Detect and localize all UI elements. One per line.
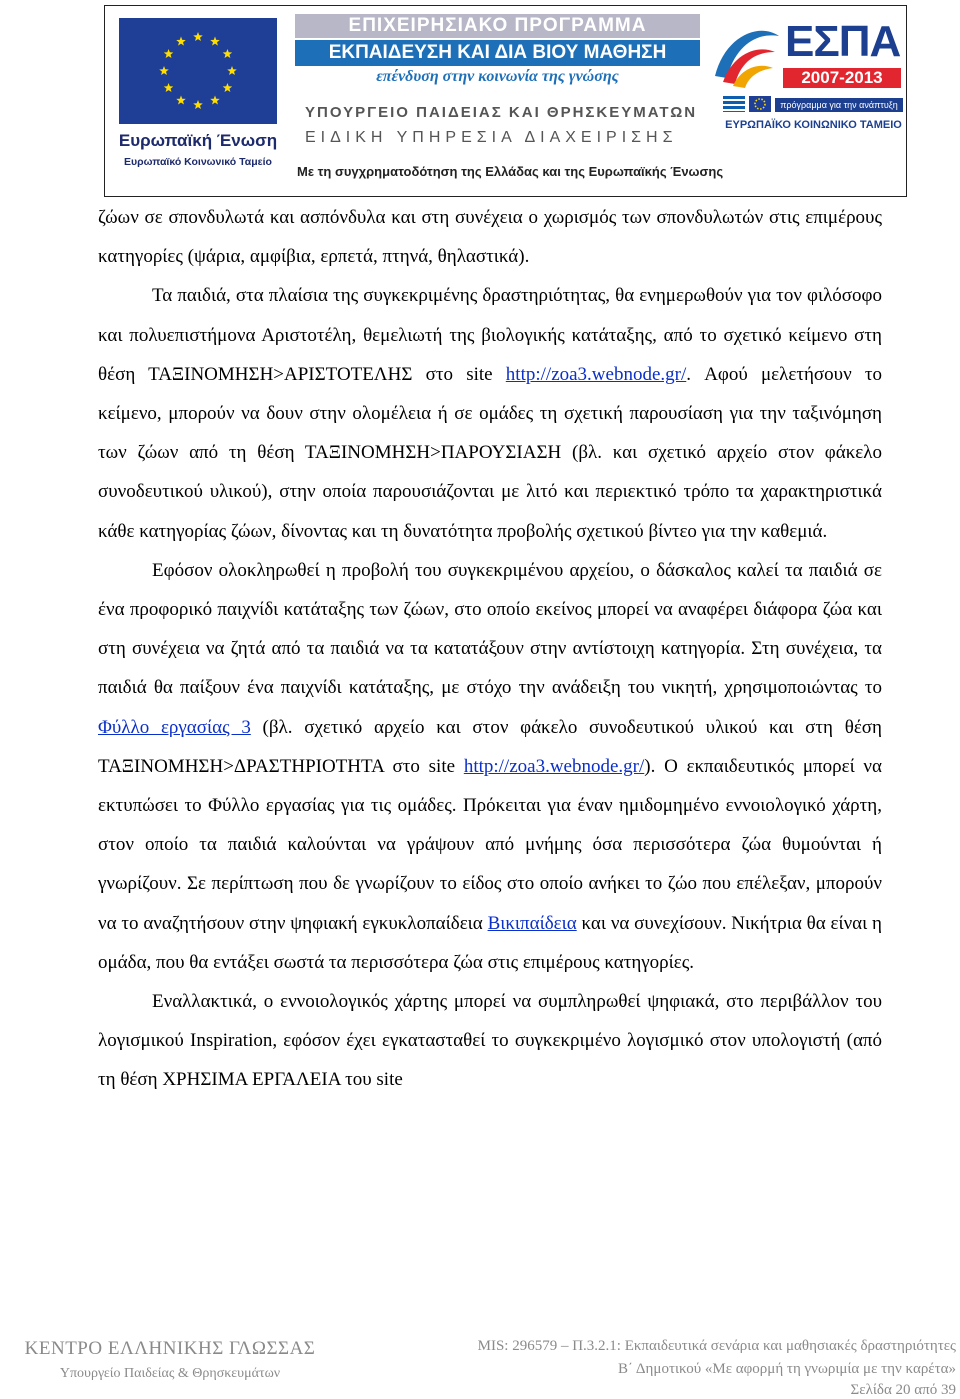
programme-line2: ΕΚΠΑΙΔΕΥΣΗ ΚΑΙ ΔΙΑ ΒΙΟΥ ΜΑΘΗΣΗ — [295, 40, 700, 66]
paragraph-2-text-a: Τα παιδιά, στα πλαίσια της συγκεκριμένης δραστηριότητας, θα ενημερωθούν για τον φιλόσοφο και πολυεπιστήμονα Αριστοτέλη, θεμελιωτή της βιολογικής κατάταξης, από το σχετικό κείμενο στη θέση ΤΑΞΙΝΟΜΗΣΗ>ΑΡΙΣΤΟΤΕΛΗΣ στο site — [98, 285, 882, 385]
eu-star — [227, 66, 237, 75]
eu-star — [164, 83, 174, 92]
eu-logo-block — [105, 6, 291, 196]
eu-star — [223, 83, 233, 92]
managing-authority: ΕΙΔΙΚΗ ΥΠΗΡΕΣΙΑ ΔΙΑΧΕΙΡΙΣΗΣ — [305, 129, 678, 146]
header-banner — [104, 5, 907, 197]
footer-grade: Β΄ Δημοτικού «Με αφορμή τη γνωριμία με την καρέτα» — [617, 1361, 956, 1377]
paragraph-3 — [98, 551, 882, 982]
eu-stars-icon — [119, 18, 277, 124]
footer-mis: MIS: 296579 – Π.3.2.1: Εκπαιδευτικά σενάρια και μαθησιακές δραστηριότητες — [477, 1338, 956, 1354]
eu-subtitle: Ευρωπαϊκό Κοινωνικό Ταμείο — [124, 156, 272, 168]
ministry-name: ΥΠΟΥΡΓΕΙΟ ΠΑΙΔΕΙΑΣ ΚΑΙ ΘΡΗΣΚΕΥΜΑΤΩΝ — [305, 104, 698, 121]
eu-flag-icon — [119, 18, 277, 124]
eu-star — [223, 49, 233, 58]
programme-line1: ΕΠΙΧΕΙΡΗΣΙΑΚΟ ΠΡΟΓΡΑΜΜΑ — [295, 14, 700, 38]
eu-star — [176, 37, 186, 46]
paragraph-2 — [98, 276, 882, 550]
cofunding-note: Με τη συγχρηματοδότηση της Ελλάδας και της Ευρωπαϊκής Ένωσης — [297, 164, 724, 179]
zoa3-link-2[interactable]: http://zoa3.webnode.gr/ — [463, 755, 645, 777]
page-footer — [0, 1330, 960, 1398]
programme-logo — [295, 6, 705, 91]
eu-star — [164, 49, 174, 58]
paragraph-1: ζώων σε σπονδυλωτά και ασπόνδυλα και στη συνέχεια ο χωρισμός των σπονδυλωτών στις επιμέρους κατηγορίες (ψάρια, αμφίβια, ερπετά, πτηνά, θηλαστικά). — [98, 207, 882, 268]
eu-star — [193, 100, 203, 109]
paragraph-3-text-c: ). Ο εκπαιδευτικός μπορεί να εκτυπώσει το Φύλλο εργασίας για τις ομάδες. Πρόκειται για έναν ημιδομημένο εννοιολογικό χάρτη, στον οποίο τα παιδιά καλούνται να γράψουν από μνήμης όσα περισσότερα ζώα θυμούνται ή γνωρίζουν. Σε περίπτωση που δε γνωρίζουν το είδος στο οποίο ανήκει το ζώο που επέλεξαν, μπορούν να το αναζητήσουν στην ψηφιακή εγκυκλοπαίδεια — [98, 755, 882, 934]
paragraph-3-text-a: Εφόσον ολοκληρωθεί η προβολή του συγκεκριμένου αρχείου, ο δάσκαλος καλεί τα παιδιά σε ένα προφορικό παιχνίδι κατάταξης των ζώων, στο οποίο εκείνος μπορεί να αναφέρει διάφορα ζώα και στη συνέχεια να ζητά από τα παιδιά να τα κατατάξουν στην αντίστοιχη κατηγορία. Στη συνέχεια, τα παιδιά θα παίξουν ένα παιχνίδι κατάταξης, με στόχο την ανάδειξη του νικητή, χρησιμοποιώντας το — [98, 559, 882, 699]
wikipedia-link[interactable]: Βικιπαίδεια — [487, 912, 577, 934]
eu-star — [159, 66, 169, 75]
paragraph-3-text-b: (βλ. σχετικό αρχείο και στον φάκελο συνοδευτικού υλικού και στη θέση ΤΑΞΙΝΟΜΗΣΗ>ΔΡΑΣΤΗΡΙΟΤΗΤΑ στο site — [98, 716, 882, 777]
footer-organisation: ΚΕΝΤΡΟ ΕΛΛΗΝΙΚΗΣ ΓΛΩΣΣΑΣ — [24, 1338, 316, 1359]
worksheet-3-link[interactable]: Φύλλο εργασίας 3 — [98, 716, 251, 738]
espa-logo — [703, 6, 906, 156]
eu-title: Ευρωπαϊκή Ένωση — [118, 131, 278, 150]
eu-star — [193, 32, 203, 41]
eu-star — [210, 95, 220, 104]
paragraph-4: Εναλλακτικά, ο εννοιολογικός χάρτης μπορεί να συμπληρωθεί ψηφιακά, στο περιβάλλον του λογισμικού Inspiration, εφόσον έχει εγκατασταθεί το συγκεκριμένο λογισμικό στον υπολογιστή (από τη θέση ΧΡΗΣΙΜΑ ΕΡΓΑΛΕΙΑ του site — [98, 991, 882, 1091]
footer-ministry: Υπουργείο Παιδείας & Θρησκευμάτων — [59, 1366, 281, 1381]
zoa3-link[interactable]: http://zoa3.webnode.gr/ — [505, 363, 687, 385]
espa-years: 2007-2013 — [783, 68, 901, 88]
espa-fund: ΕΥΡΩΠΑΪΚΟ ΚΟΙΝΩΝΙΚΟ ΤΑΜΕΙΟ — [725, 119, 902, 131]
greek-flag-icon — [723, 96, 771, 114]
eu-star — [210, 37, 220, 46]
paragraph-2-text-b: . Αφού μελετήσουν το κείμενο, μπορούν να δουν στην ολομέλεια ή σε ομάδες τη σχετική παρουσίαση για την ταξινόμηση των ζώων από τη θέση ΤΑΞΙΝΟΜΗΣΗ>ΠΑΡΟΥΣΙΑΣΗ (βλ. και σχετικό αρχείο στον φάκελο συνοδευτικού υλικού), στην οποία παρουσιάζονται με λιτό και περιεκτικό τρόπο τα χαρακτηριστικά κάθε κατηγορίας ζώων, δίνοντας και τη δυνατότητα προβολής σχετικού βίντεο για την καθεμιά. — [98, 363, 882, 542]
document-body — [98, 198, 882, 1100]
espa-word: ΕΣΠΑ — [785, 17, 901, 66]
eu-star — [176, 95, 186, 104]
paragraph-3-text-d: και να συνεχίσουν. Νικήτρια θα είναι η ομάδα, που θα εντάξει σωστά τα περισσότερα ζώα στις επιμέρους κατηγορίες. — [98, 912, 882, 973]
programme-slogan: επένδυση στην κοινωνία της γνώσης — [376, 68, 619, 85]
page-number: Σελίδα 20 από 39 — [850, 1382, 956, 1398]
espa-tagline: πρόγραμμα για την ανάπτυξη — [775, 98, 903, 112]
espa-swirl-icon — [709, 16, 783, 90]
